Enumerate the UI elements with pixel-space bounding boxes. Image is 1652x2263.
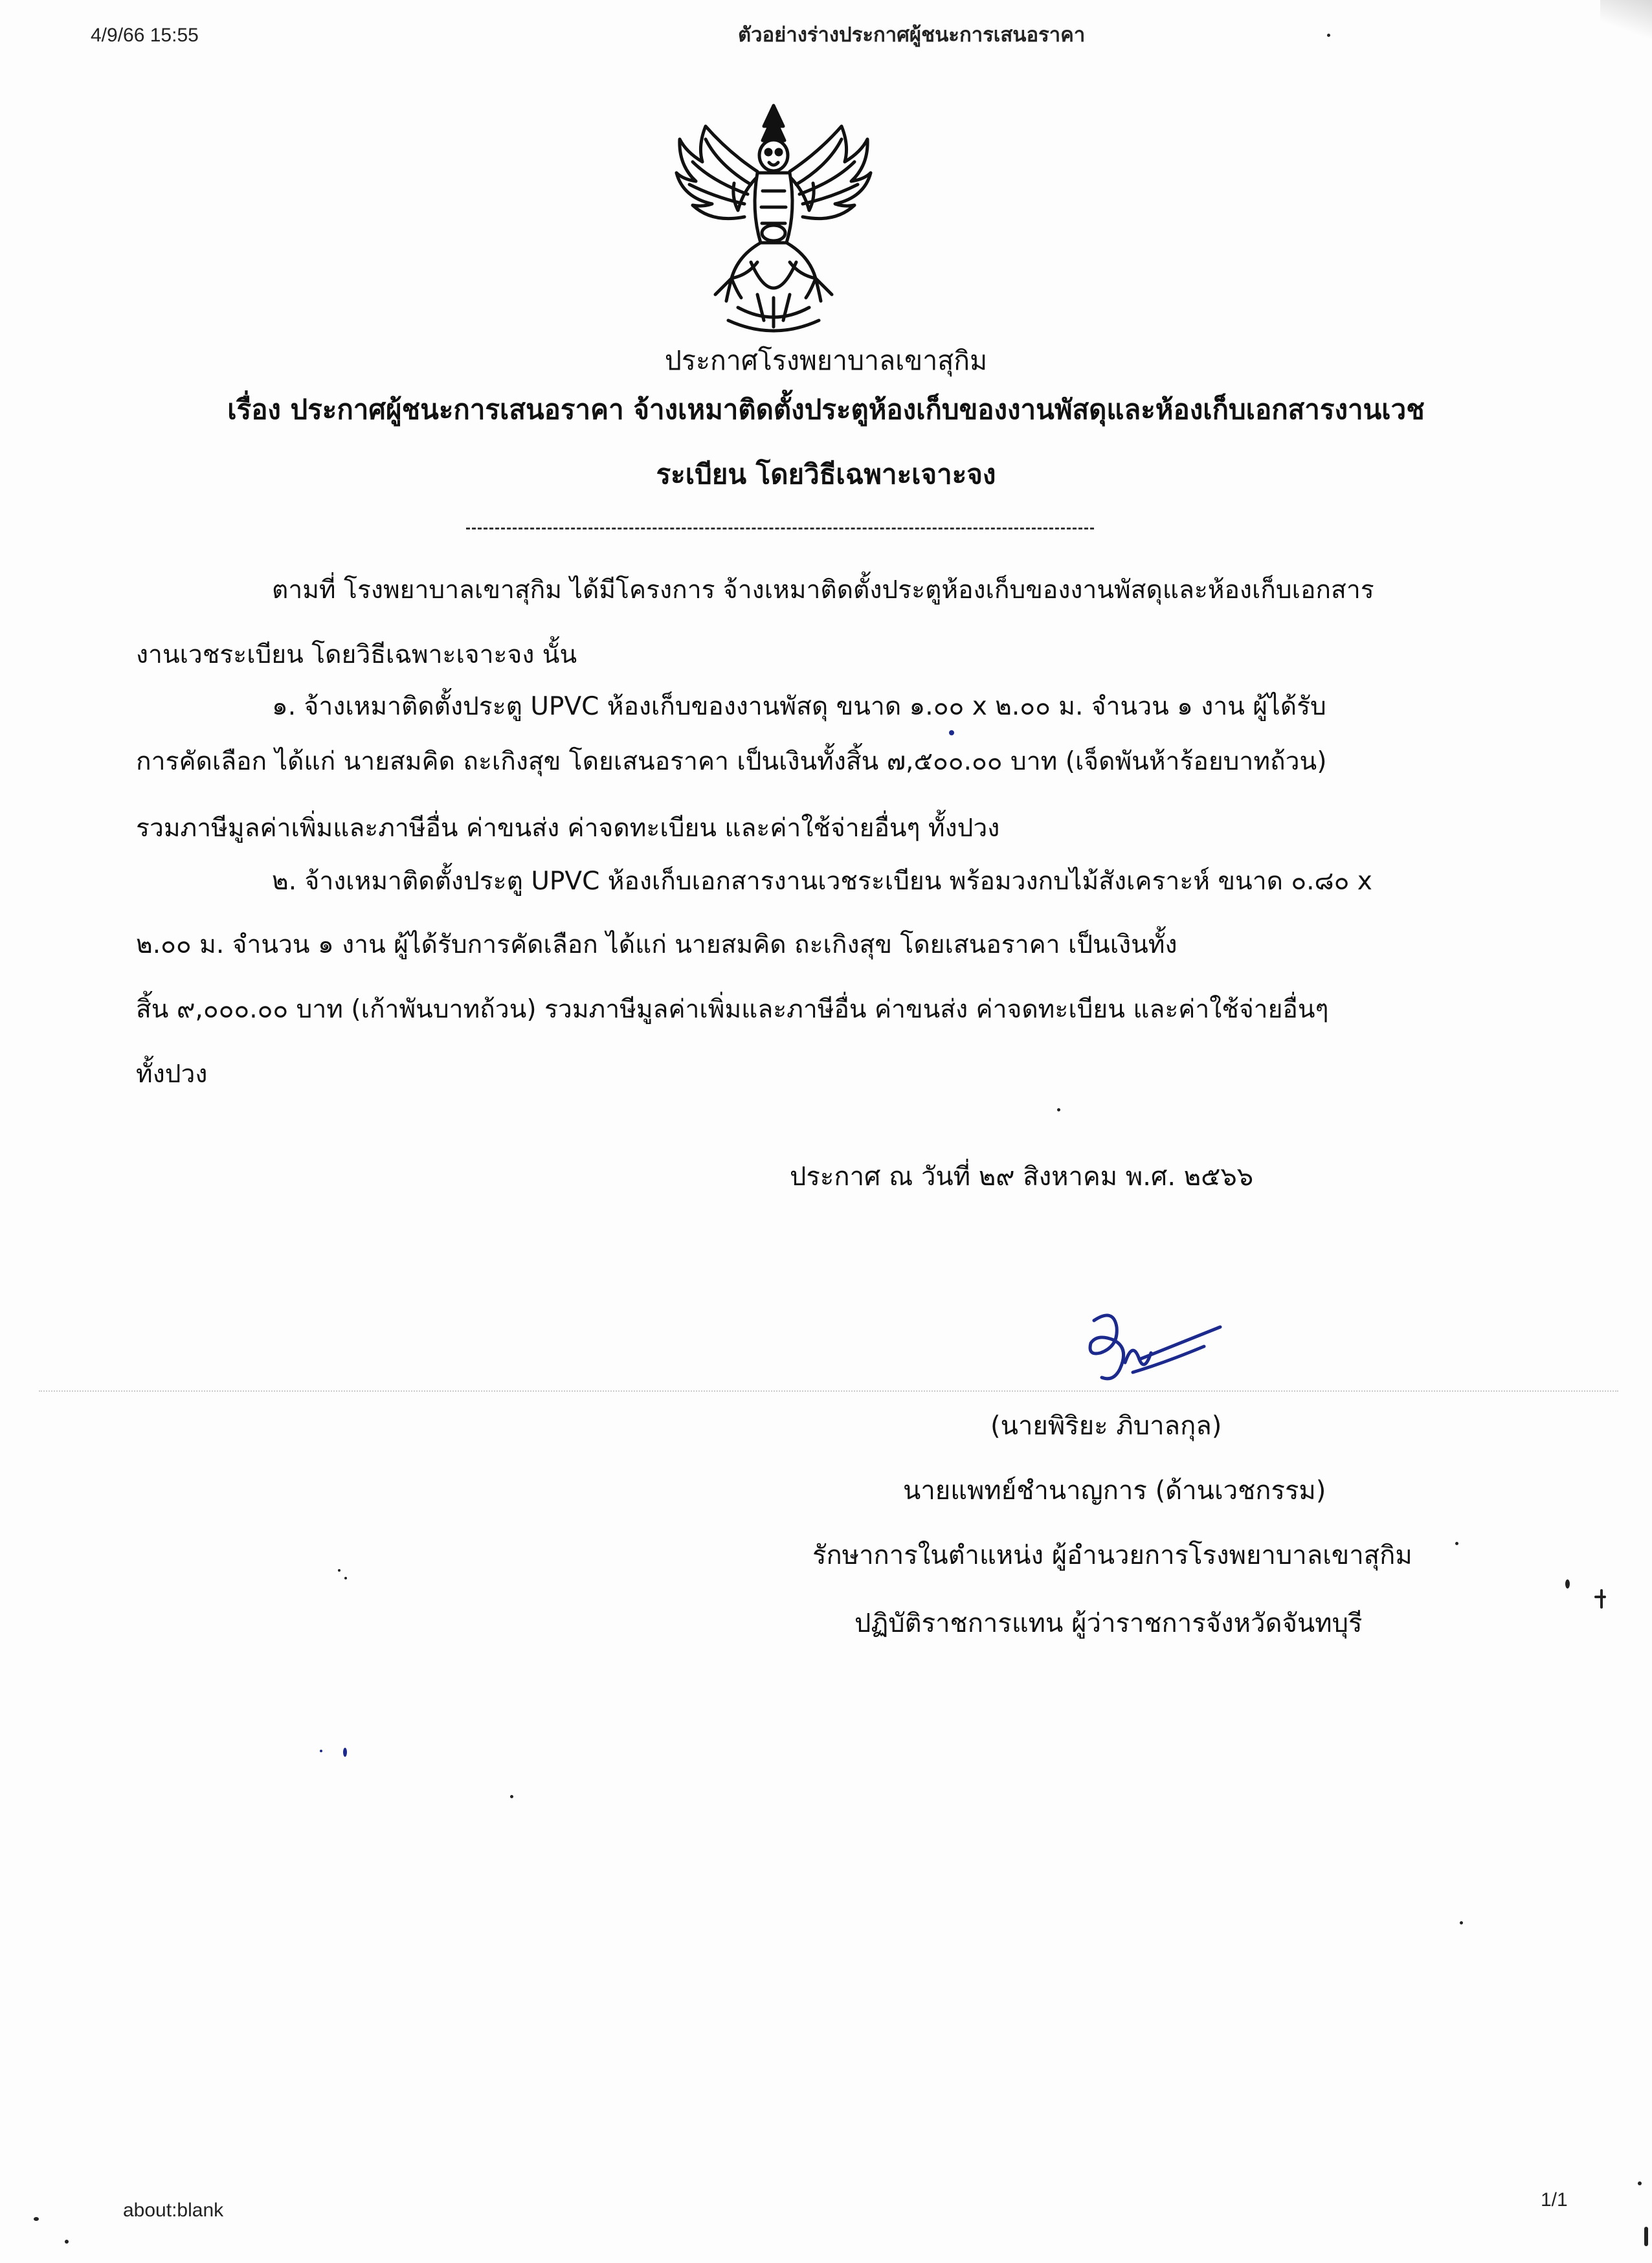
item-2-line: ทั้งปวง: [136, 1060, 208, 1089]
scan-speck: [344, 1577, 347, 1579]
scan-speck: [320, 1750, 322, 1752]
item-1-line: รวมภาษีมูลค่าเพิ่มและภาษีอื่น ค่าขนส่ง ค่าจดทะเบียน และค่าใช้จ่ายอื่นๆ ทั้งปวง: [136, 814, 1000, 843]
print-header-title: ตัวอย่างร่างประกาศผู้ชนะการเสนอราคา: [738, 23, 1086, 46]
scan-speck: [949, 730, 954, 735]
intro-paragraph-line: ตามที่ โรงพยาบาลเขาสุกิม ได้มีโครงการ จ้างเหมาติดตั้งประตูห้องเก็บของงานพัสดุและห้องเก็บเอกสาร: [272, 575, 1374, 605]
signer-on-behalf: ปฏิบัติราชการแทน ผู้ว่าราชการจังหวัดจันทบุรี: [854, 1609, 1363, 1638]
scan-speck: [1460, 1921, 1463, 1924]
item-2-line: สิ้น ๙,๐๐๐.๐๐ บาท (เก้าพันบาทถ้วน) รวมภาษีมูลค่าเพิ่มและภาษีอื่น ค่าขนส่ง ค่าจดทะเบียน และค่าใช้จ่ายอื่นๆ: [136, 995, 1329, 1024]
scan-speck: [338, 1569, 340, 1572]
item-1-line: การคัดเลือก ได้แก่ นายสมคิด ถะเกิงสุข โดยเสนอราคา เป็นเงินทั้งสิ้น ๗,๕๐๐.๐๐ บาท (เจ็ดพันห้าร้อยบาทถ้วน): [136, 747, 1327, 776]
item-2-line: ๒.๐๐ ม. จำนวน ๑ งาน ผู้ได้รับการคัดเลือก ได้แก่ นายสมคิด ถะเกิงสุข โดยเสนอราคา เป็นเงินทั้ง: [136, 930, 1178, 959]
scan-speck: [343, 1748, 347, 1757]
notice-subject: เรื่อง ประกาศผู้ชนะการเสนอราคา จ้างเหมาติดตั้งประตูห้องเก็บของงานพัสดุและห้องเก็บเอกสารงานเวช: [227, 394, 1425, 425]
scan-speck: [1644, 2227, 1648, 2246]
scan-edge-shadow: [1600, 0, 1652, 39]
scan-speck: [1455, 1542, 1458, 1545]
scan-speck: [510, 1795, 513, 1798]
scan-speck: [1600, 1589, 1603, 1609]
scan-speck: [1057, 1108, 1060, 1111]
scan-speck: [1327, 34, 1330, 37]
signer-acting-position: รักษาการในตำแหน่ง ผู้อำนวยการโรงพยาบาลเขาสุกิม: [812, 1541, 1412, 1570]
intro-paragraph-line: งานเวชระเบียน โดยวิธีเฉพาะเจาะจง นั้น: [136, 640, 577, 669]
print-footer-url: about:blank: [123, 2200, 224, 2221]
print-datetime: 4/9/66 15:55: [91, 25, 199, 46]
handwritten-signature-icon: [1068, 1301, 1230, 1398]
notice-subject-continued: ระเบียน โดยวิธีเฉพาะเจาะจง: [656, 458, 996, 490]
announcement-date: ประกาศ ณ วันที่ ๒๙ สิงหาคม พ.ศ. ๒๕๖๖: [790, 1162, 1254, 1192]
scan-fold-line: [39, 1390, 1618, 1392]
scan-speck: [34, 2217, 39, 2221]
signer-name: (นายพิริยะ ภิบาลกุล): [990, 1411, 1222, 1441]
garuda-emblem-icon: [667, 100, 880, 340]
item-1-line: ๑. จ้างเหมาติดตั้งประตู UPVC ห้องเก็บของงานพัสดุ ขนาด ๑.๐๐ x ๒.๐๐ ม. จำนวน ๑ งาน ผู้ได้รับ: [272, 692, 1326, 721]
signer-title: นายแพทย์ชำนาญการ (ด้านเวชกรรม): [903, 1476, 1326, 1506]
dashed-divider: [466, 528, 1094, 530]
scan-speck: [1565, 1579, 1570, 1589]
item-2-line: ๒. จ้างเหมาติดตั้งประตู UPVC ห้องเก็บเอกสารงานเวชระเบียน พร้อมวงกบไม้สังเคราะห์ ขนาด ๐.๘๐ x: [272, 867, 1372, 896]
scan-speck: [1594, 1596, 1606, 1598]
scan-speck: [65, 2240, 69, 2244]
notice-organization: ประกาศโรงพยาบาลเขาสุกิม: [664, 345, 988, 376]
scan-speck: [1638, 2181, 1642, 2185]
print-page-number: 1/1: [1541, 2189, 1568, 2211]
